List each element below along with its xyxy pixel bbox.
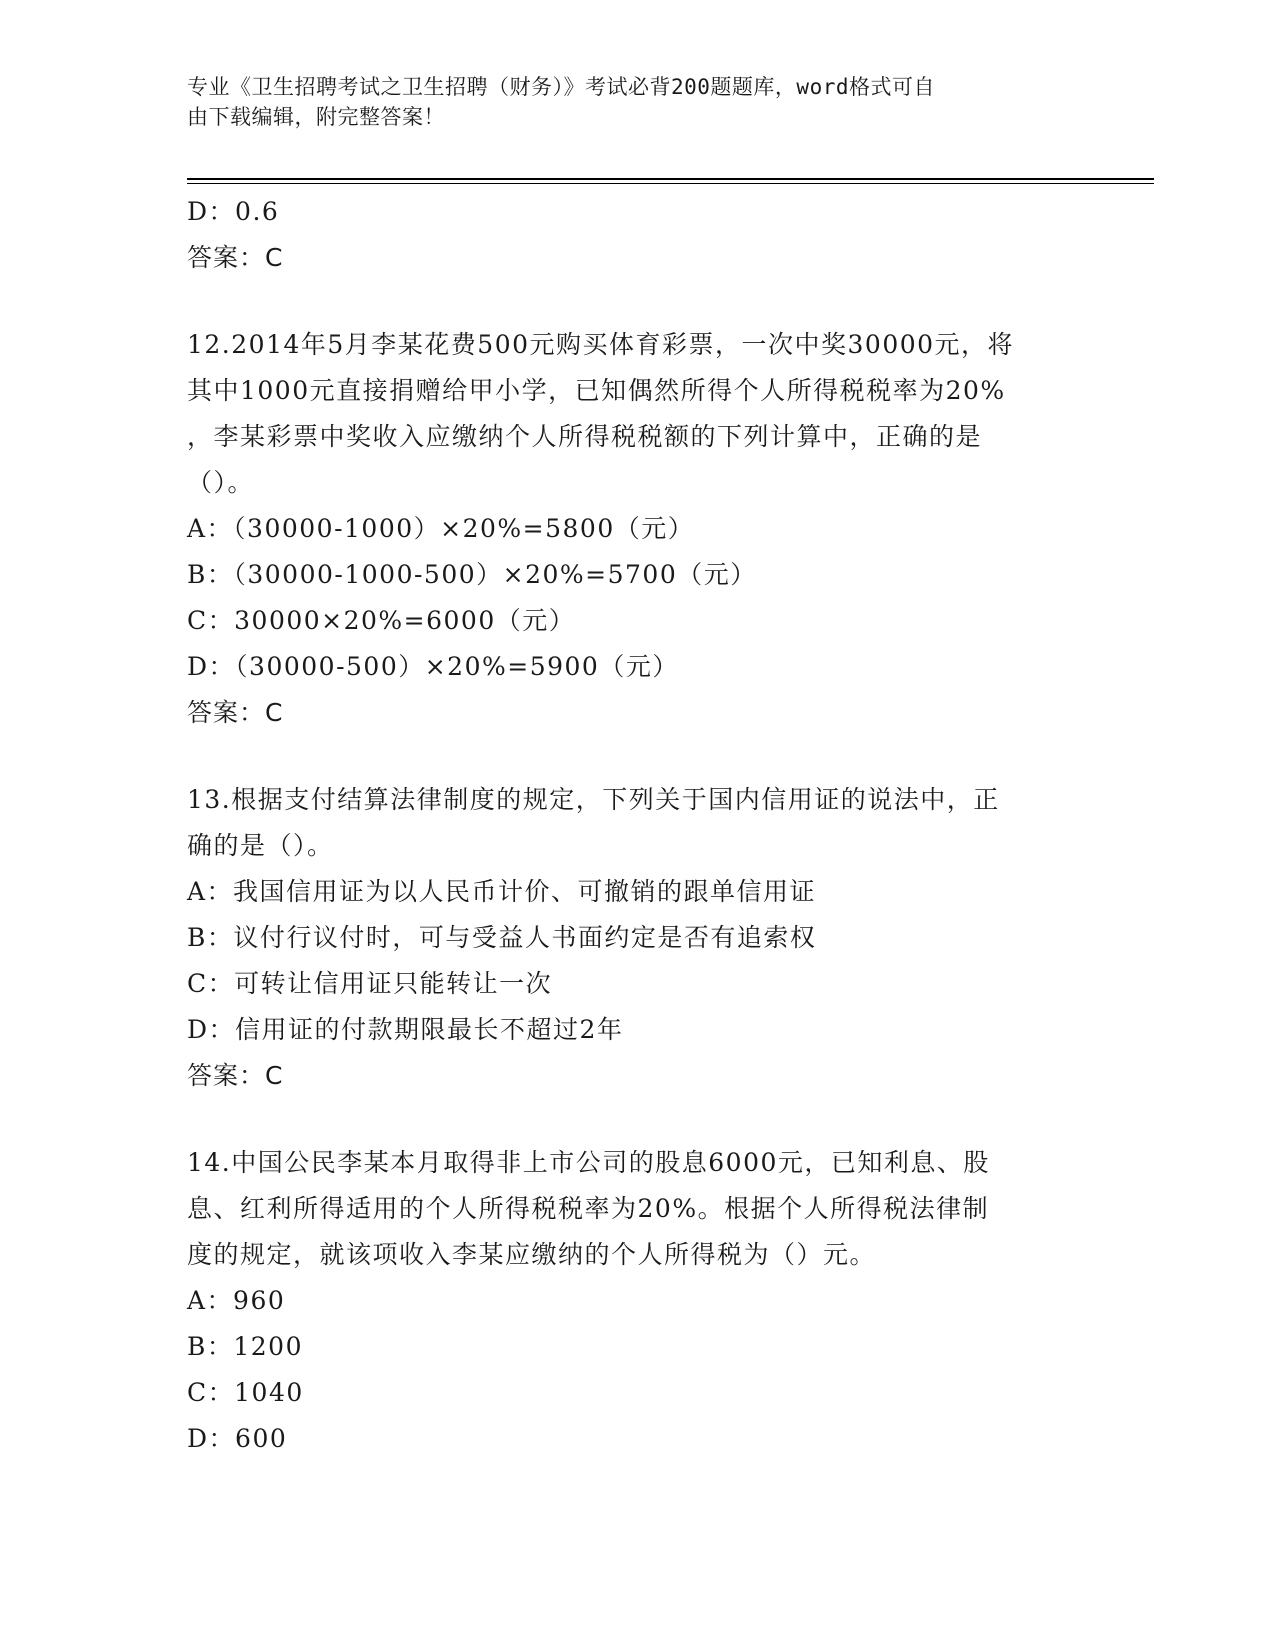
question-12 xyxy=(187,322,1087,736)
option-c: C：30000×20%=6000（元） xyxy=(187,606,576,635)
question-list xyxy=(187,189,1087,1462)
question-stem-line: 13.根据支付结算法律制度的规定，下列关于国内信用证的说法中，正 xyxy=(187,785,1000,814)
spacer xyxy=(187,281,1087,322)
option-c: C：1040 xyxy=(187,1378,304,1407)
header-divider-thick xyxy=(187,178,1154,180)
option-b: B：1200 xyxy=(187,1332,303,1361)
option-b: B：议付行议付时，可与受益人书面约定是否有追索权 xyxy=(187,923,817,952)
option-d: D：600 xyxy=(187,1424,288,1453)
option-a: A：960 xyxy=(187,1286,286,1315)
answer: 答案：C xyxy=(187,698,284,727)
document-header xyxy=(187,72,1067,132)
header-divider-thin xyxy=(187,183,1154,184)
question-stem-line: 度的规定，就该项收入李某应缴纳的个人所得税为（）元。 xyxy=(187,1240,877,1269)
option-a: A：我国信用证为以人民币计价、可撤销的跟单信用证 xyxy=(187,877,817,906)
question-11-tail xyxy=(187,189,1087,281)
question-stem-line: 确的是（）。 xyxy=(187,831,334,860)
question-stem-line: 14.中国公民李某本月取得非上市公司的股息6000元，已知利息、股 xyxy=(187,1148,990,1177)
option-a: A：（30000-1000）×20%=5800（元） xyxy=(187,514,695,543)
question-13 xyxy=(187,777,1087,1099)
answer: 答案：C xyxy=(187,1061,284,1090)
question-stem-line: 息、红利所得适用的个人所得税税率为20%。根据个人所得税法律制 xyxy=(187,1194,990,1223)
question-stem-line: ，李某彩票中奖收入应缴纳个人所得税税额的下列计算中，正确的是 xyxy=(187,422,983,451)
option-b: B：（30000-1000-500）×20%=5700（元） xyxy=(187,560,757,589)
spacer xyxy=(187,1099,1087,1140)
answer: 答案：C xyxy=(187,243,284,272)
spacer xyxy=(187,736,1087,777)
question-stem-line: （）。 xyxy=(187,468,255,497)
option-d: D：（30000-500）×20%=5900（元） xyxy=(187,652,679,681)
question-14 xyxy=(187,1140,1087,1462)
option-d: D：信用证的付款期限最长不超过2年 xyxy=(187,1015,624,1044)
question-stem-line: 12.2014年5月李某花费500元购买体育彩票，一次中奖30000元，将 xyxy=(187,330,1015,359)
header-line-1: 专业《卫生招聘考试之卫生招聘（财务）》考试必背200题题库，word格式可自 xyxy=(187,75,935,99)
question-stem-line: 其中1000元直接捐赠给甲小学，已知偶然所得个人所得税税率为20% xyxy=(187,376,1006,405)
option-c: C：可转让信用证只能转让一次 xyxy=(187,969,553,998)
option-d: D：0.6 xyxy=(187,197,280,226)
header-line-2: 由下载编辑，附完整答案！ xyxy=(187,105,445,129)
